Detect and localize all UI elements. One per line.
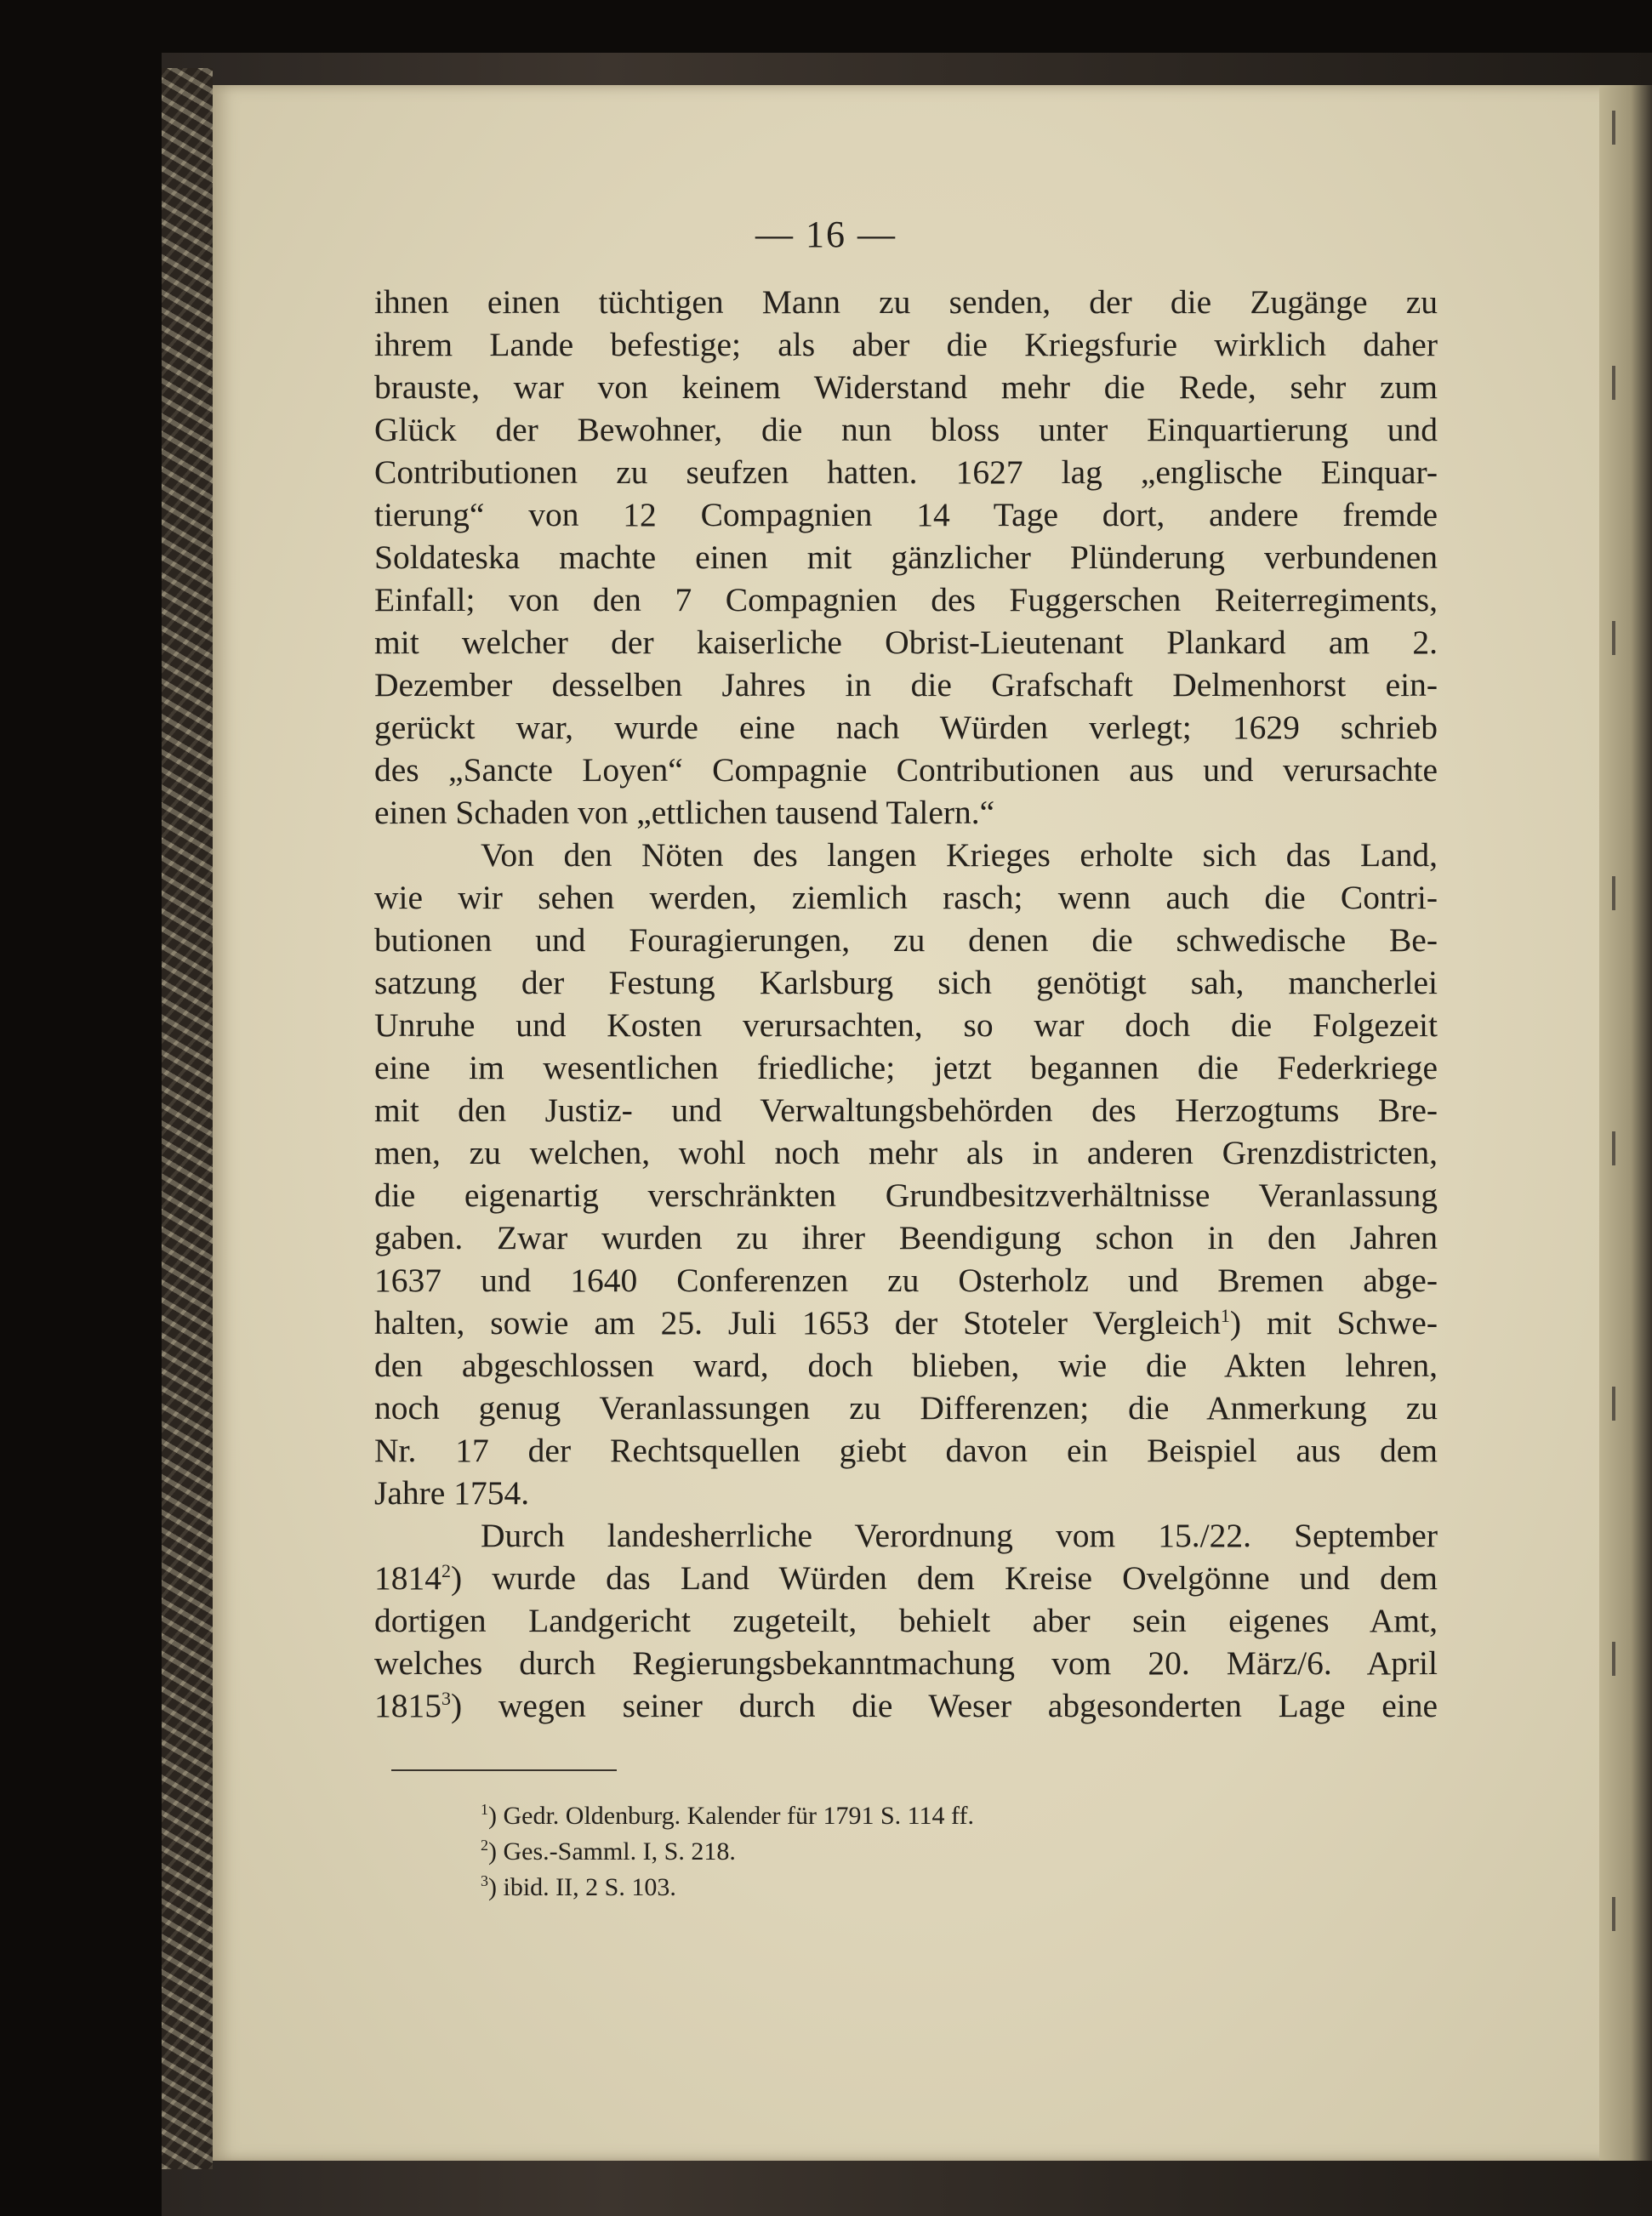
text-line: Glück der Bewohner, die nun bloss unter Einquartierung und: [374, 411, 1438, 448]
text-line: gaben. Zwar wurden zu ihrer Beendigung schon in den Jahren: [374, 1219, 1438, 1256]
text-line: ihnen einen tüchtigen Mann zu senden, der die Zugänge zu: [374, 283, 1438, 321]
text-line: Jahre 1754.: [374, 1474, 530, 1512]
paragraph-first-line: Durch landesherrliche Verordnung vom 15./22. September: [481, 1517, 1438, 1554]
footnote: $^3$) ibid. II, 2 S. 103.: [481, 1872, 676, 1901]
text-line: dortigen Landgericht zugeteilt, behielt aber sein eigenes Amt,: [374, 1602, 1438, 1639]
footnote: $^1$) Gedr. Oldenburg. Kalender für 1791 S. 114 ff.: [481, 1801, 974, 1830]
footnote-ref: 3: [441, 1688, 451, 1709]
text-line: welches durch Regierungsbekanntmachung vom 20. März/6. April: [374, 1644, 1438, 1682]
text-line: 1637 und 1640 Conferenzen zu Osterholz und Bremen abge-: [374, 1262, 1438, 1299]
text-line: den abgeschlossen ward, doch blieben, wie die Akten lehren,: [374, 1347, 1438, 1384]
text-line: brauste, war von keinem Widerstand mehr die Rede, sehr zum: [374, 368, 1438, 406]
text-line: die eigenartig verschränkten Grundbesitzverhältnisse Veranlassung: [374, 1176, 1438, 1214]
text-line: satzung der Festung Karlsburg sich genötigt sah, mancherlei: [374, 964, 1438, 1001]
text-line: wie wir sehen werden, ziemlich rasch; wenn auch die Contri-: [374, 879, 1438, 916]
text-line: Einfall; von den 7 Compagnien des Fuggerschen Reiterregiments,: [374, 581, 1438, 618]
marbled-spine: [162, 68, 213, 2169]
text-line: einen Schaden von „ettlichen tausend Talern.“: [374, 794, 995, 831]
paragraph-first-line: Von den Nöten des langen Krieges erholte sich das Land,: [481, 836, 1438, 874]
text-line: Nr. 17 der Rechtsquellen giebt davon ein Beispiel aus dem: [374, 1432, 1438, 1469]
footnote-rule: [391, 1769, 617, 1771]
footnote: $^2$) Ges.-Samml. I, S. 218.: [481, 1837, 736, 1866]
text-line: halten, sowie am 25. Juli 1653 der Stoteler Vergleich$^1$) mit Schwe-: [374, 1304, 1438, 1342]
footnote-ref: 1: [1220, 1305, 1230, 1326]
text-line: gerückt war, wurde eine nach Würden verlegt; 1629 schrieb: [374, 709, 1438, 746]
text-line: ihrem Lande befestige; als aber die Kriegsfurie wirklich daher: [374, 326, 1438, 363]
facing-page-edge: [1599, 85, 1652, 2161]
text-line: 1815$^3$) wegen seiner durch die Weser abgesonderten Lage eine: [374, 1687, 1438, 1724]
text-line: mit welcher der kaiserliche Obrist-Lieutenant Plankard am 2.: [374, 624, 1438, 661]
text-line: noch genug Veranlassungen zu Differenzen; die Anmerkung zu: [374, 1389, 1438, 1427]
text-line: eine im wesentlichen friedliche; jetzt begannen die Federkriege: [374, 1049, 1438, 1086]
binding-stitch: [1612, 111, 1615, 2152]
text-line: 1814$^2$) wurde das Land Würden dem Kreise Ovelgönne und dem: [374, 1559, 1438, 1597]
text-line: Soldateska machte einen mit gänzlicher Plünderung verbundenen: [374, 538, 1438, 576]
text-line: Contributionen zu seufzen hatten. 1627 lag „englische Einquar-: [374, 453, 1438, 491]
text-line: tierung“ von 12 Compagnien 14 Tage dort, andere fremde: [374, 496, 1438, 533]
text-line: des „Sancte Loyen“ Compagnie Contributionen aus und verursachte: [374, 751, 1438, 789]
text-line: men, zu welchen, wohl noch mehr als in anderen Grenzdistricten,: [374, 1134, 1438, 1171]
text-line: Dezember desselben Jahres in die Grafschaft Delmenhorst ein-: [374, 666, 1438, 704]
text-line: butionen und Fouragierungen, zu denen die schwedische Be-: [374, 921, 1438, 959]
text-line: Unruhe und Kosten verursachten, so war doch die Folgezeit: [374, 1006, 1438, 1044]
text-line: mit den Justiz- und Verwaltungsbehörden des Herzogtums Bre-: [374, 1091, 1438, 1129]
footnote-ref: 2: [441, 1560, 451, 1581]
page-number: — 16 —: [755, 214, 897, 255]
